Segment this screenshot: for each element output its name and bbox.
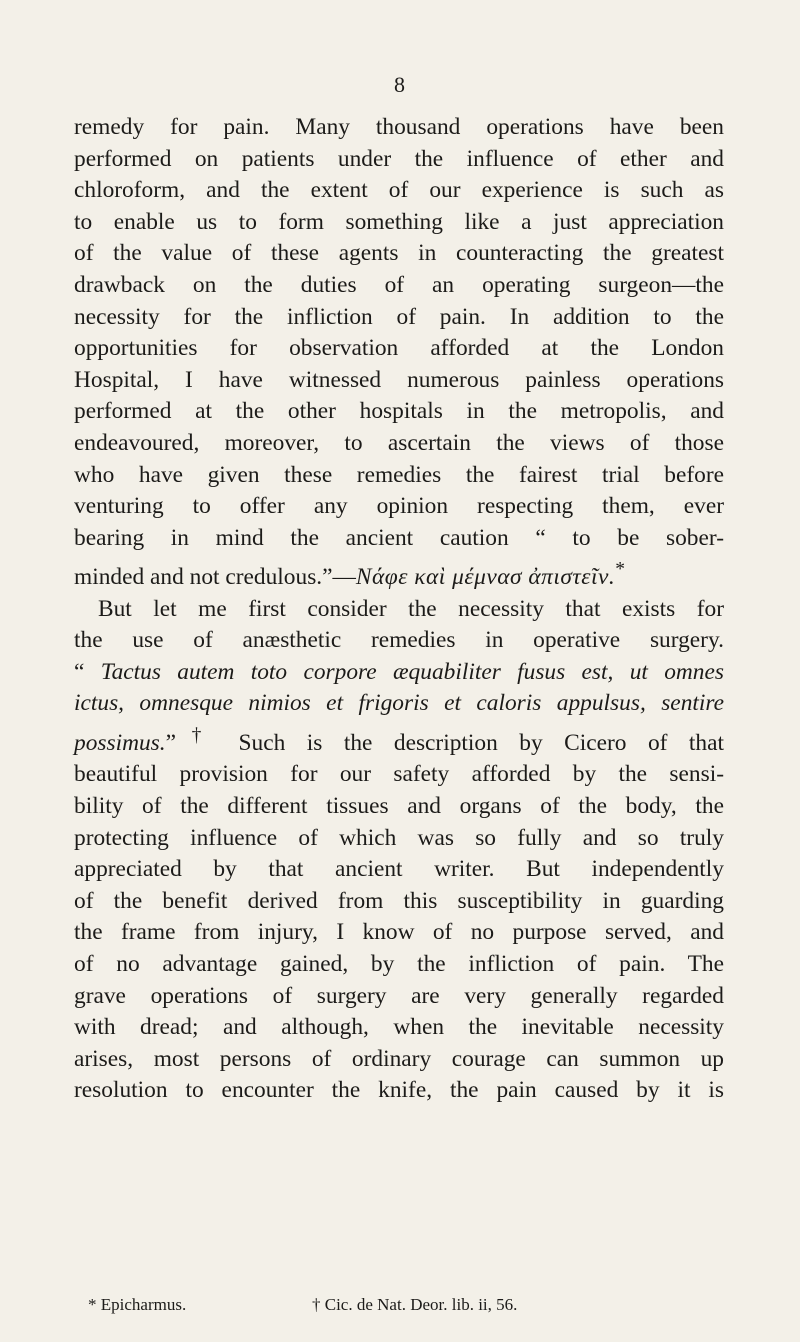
footnote-cicero: † Cic. de Nat. Deor. lib. ii, 56. [312,1295,518,1314]
text-line: who have given these remedies the fairest trial before [74,461,724,488]
text-line: of the benefit derived from this susceptibility in guarding [74,887,724,914]
text-run: Such is the description by Cicero of that [217,729,724,756]
text-line: bility of the different tissues and organs of the body, the [74,793,724,820]
text-line: necessity for the infliction of pain. In addition to the [74,303,724,330]
text-line: the use of anæsthetic remedies in operative surgery. [74,627,724,654]
greek-quote: Nάφε καὶ μέμνασ ἀπιστεῖν. [355,564,616,591]
text-line: opportunities for observation afforded at the London [74,335,724,362]
text-line: arises, most persons of ordinary courage can summon up [74,1045,724,1072]
text-line: grave operations of surgery are very generally regarded [74,982,724,1009]
quote-line-prefix: minded and not credulous.”— [74,564,356,591]
text-line: performed at the other hospitals in the metropolis, and [74,398,724,425]
text-line: resolution to encounter the knife, the pain caused by it is [74,1077,724,1104]
text-line: to enable us to form something like a just appreciation [74,208,724,235]
text-line: Hospital, I have witnessed numerous painless operations [74,366,724,393]
latin-quote-line [74,688,724,720]
text-line: the frame from injury, I know of no purpose served, and [74,919,724,946]
text-line: chloroform, and the extent of our experience is such as [74,177,724,204]
footnote-marker: * [615,559,625,581]
text-line: performed on patients under the influence of ether and [74,145,724,172]
text-line: of no advantage gained, by the infliction of pain. The [74,951,724,978]
text-line: bearing in mind the ancient caution “ to be sober- [74,524,724,551]
text-line: But let me first consider the necessity that exists for [98,595,724,622]
text-line: of the value of these agents in counteracting the greatest [74,240,724,267]
text-line: protecting influence of which was so fully and so truly [74,824,724,851]
close-quote: ” [165,729,177,756]
text-line: with dread; and although, when the inevitable necessity [74,1014,724,1041]
text-line: venturing to offer any opinion respecting them, ever [74,493,724,520]
page-number: 8 [394,72,406,97]
open-quote: “ [74,658,101,685]
text-line: drawback on the duties of an operating surgeon—the [74,271,724,298]
text-line: remedy for pain. Many thousand operations have been [74,114,724,140]
latin-quote-end-line [74,720,724,759]
latin-quote: ictus, omnesque nimios et frigoris et caloris appulsus, sentire [74,690,724,717]
greek-quote-line [74,554,724,593]
text-line: endeavoured, moreover, to ascertain the views of those [74,429,724,456]
footnote-marker: † [176,725,218,747]
latin-quote-line [74,657,724,689]
footnote-epicharmus: * Epicharmus. [88,1295,187,1314]
text-line: beautiful provision for our safety afforded by the sensi- [74,761,724,788]
latin-quote: Tactus autem toto corpore æquabiliter fusus est, ut omnes [100,658,724,685]
body-text [74,112,724,1107]
latin-quote: possimus. [74,729,166,756]
text-line: appreciated by that ancient writer. But independently [74,856,724,883]
